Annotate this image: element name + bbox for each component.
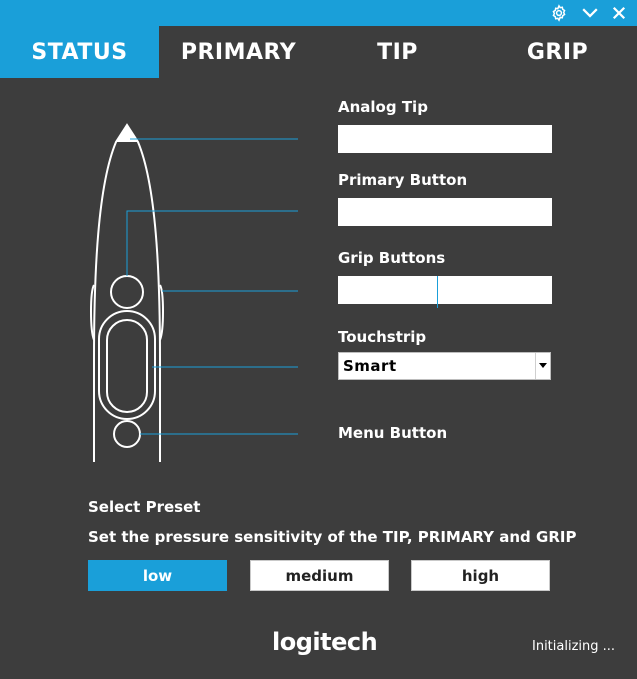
status-text: Initializing ... <box>532 639 616 654</box>
tab-primary[interactable]: PRIMARY <box>180 39 297 65</box>
leader-primary-button <box>127 211 298 276</box>
preset-low-button[interactable]: low <box>88 560 227 591</box>
primary-button-label: Primary Button <box>338 171 468 189</box>
tab-status[interactable]: STATUS <box>0 26 159 78</box>
analog-tip-label: Analog Tip <box>338 98 428 116</box>
touchstrip-label: Touchstrip <box>338 328 427 346</box>
dropdown-arrow-icon[interactable] <box>535 353 550 379</box>
tab-tip[interactable]: TIP <box>377 39 418 65</box>
preset-high-button[interactable]: high <box>411 560 550 591</box>
preset-medium-button[interactable]: medium <box>250 560 389 591</box>
menu-button-shape <box>114 421 140 447</box>
menu-button-label: Menu Button <box>338 424 448 442</box>
analog-tip-meter <box>338 125 552 153</box>
primary-button-meter <box>338 198 552 226</box>
grip-buttons-label: Grip Buttons <box>338 249 446 267</box>
preset-title: Select Preset <box>88 498 201 516</box>
touchstrip-selected-value: Smart <box>343 357 397 375</box>
preset-description: Set the pressure sensitivity of the TIP, PRIMARY and GRIP <box>88 528 577 546</box>
grip-buttons-divider <box>437 276 438 308</box>
logitech-logo: logitech <box>272 628 378 656</box>
tab-grip[interactable]: GRIP <box>526 39 589 65</box>
touchstrip-select[interactable] <box>338 352 551 380</box>
primary-button-shape <box>111 276 143 308</box>
touchstrip-inner <box>107 320 147 412</box>
grip-buttons-meter <box>338 276 552 304</box>
